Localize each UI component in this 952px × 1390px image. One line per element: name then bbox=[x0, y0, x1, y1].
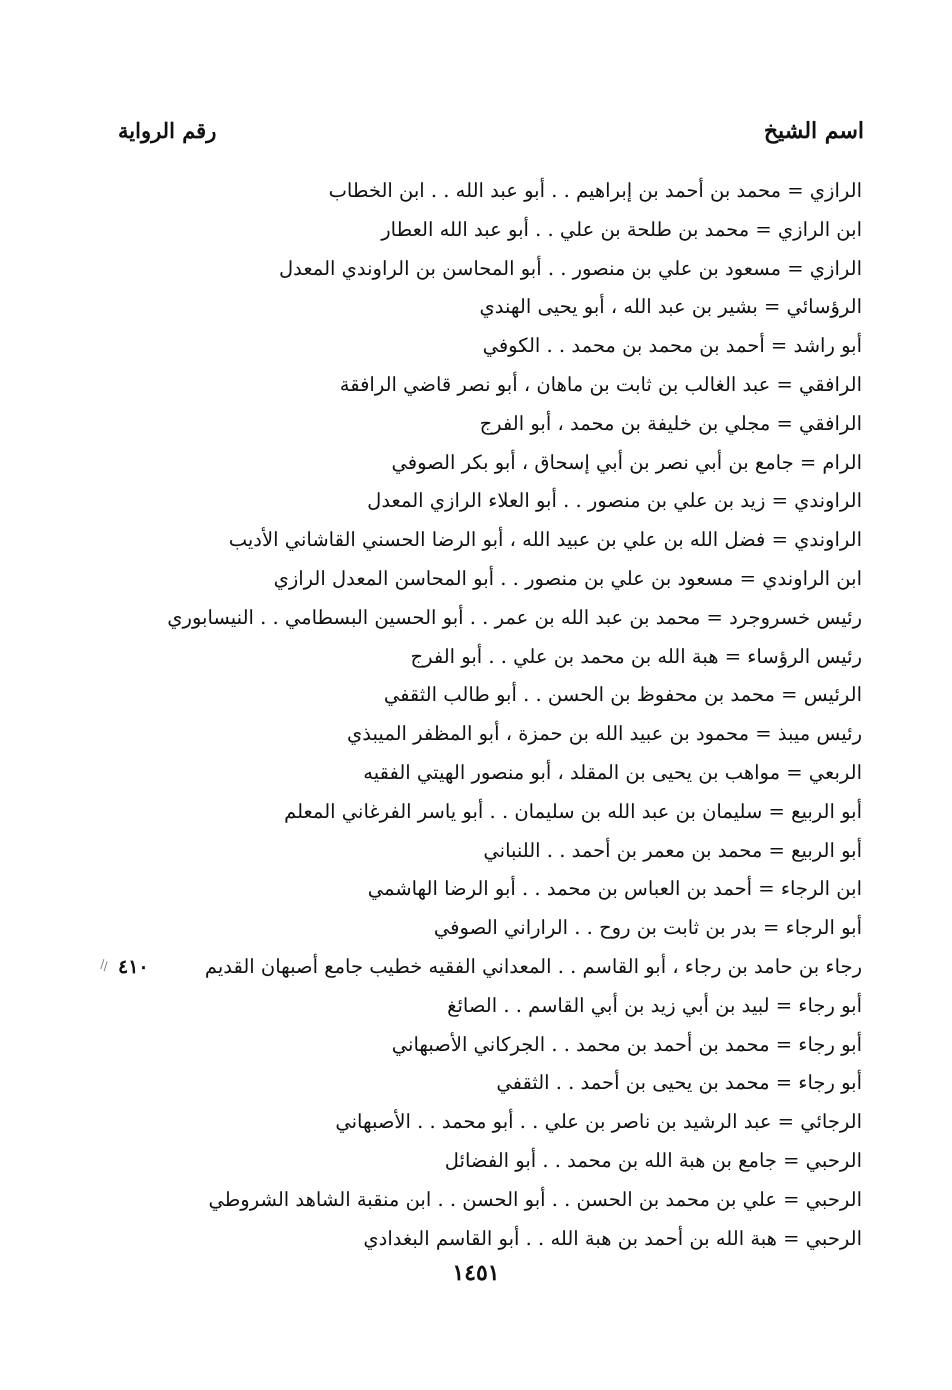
list-item bbox=[142, 444, 862, 483]
sheikh-name-heading: اسم الشيخ bbox=[763, 118, 864, 144]
list-item bbox=[142, 754, 862, 793]
list-item bbox=[142, 1220, 862, 1259]
entries-list bbox=[118, 172, 862, 1258]
list-item bbox=[118, 948, 862, 987]
entry-text: أبو الربيع = سليمان بن عبد الله بن سليمان . . أبو ياسر الفرغاني المعلم bbox=[284, 799, 862, 823]
list-item bbox=[142, 1064, 862, 1103]
list-item bbox=[142, 521, 862, 560]
entry-text: الرحبي = جامع بن هبة الله بن محمد . . أبو الفضائل bbox=[444, 1148, 862, 1172]
entry-text: الرازي = محمد بن أحمد بن إبراهيم . . أبو عبد الله . . ابن الخطاب bbox=[328, 179, 862, 202]
entry-text: رئيس خسروجرد = محمد بن عبد الله بن عمر . . أبو الحسين البسطامي . . النيسابوري bbox=[167, 605, 862, 629]
page-number: ١٤٥١ bbox=[452, 1260, 500, 1286]
list-item bbox=[142, 676, 862, 715]
entry-text: الرافقي = عبد الغالب بن ثابت بن ماهان ، أبو نصر قاضي الرافقة bbox=[339, 372, 862, 396]
list-item bbox=[142, 1181, 862, 1220]
list-item bbox=[142, 405, 862, 444]
list-item bbox=[142, 870, 862, 909]
list-item bbox=[142, 638, 862, 677]
entry-text: أبو الربيع = محمد بن معمر بن أحمد . . اللنباني bbox=[483, 838, 862, 862]
narration-number-heading: رقم الرواية bbox=[118, 118, 217, 143]
entry-text: أبو رجاء = محمد بن يحيى بن أحمد . . الثقفي bbox=[496, 1071, 862, 1095]
entry-text: الربعي = مواهب بن يحيى بن المقلد ، أبو منصور الهيتي الفقيه bbox=[363, 760, 862, 784]
list-item bbox=[142, 366, 862, 405]
list-item bbox=[142, 482, 862, 521]
entry-text: رئيس الرؤساء = هبة الله بن محمد بن علي . . أبو الفرج bbox=[410, 644, 862, 668]
entry-text: الرازي = مسعود بن علي بن منصور . . أبو المحاسن بن الراوندي المعدل bbox=[278, 256, 862, 280]
entry-text: ابن الرجاء = أحمد بن العباس بن محمد . . أبو الرضا الهاشمي bbox=[367, 877, 862, 901]
entry-text: ابن الراوندي = مسعود بن علي بن منصور . . أبو المحاسن المعدل الرازي bbox=[273, 566, 862, 590]
list-item bbox=[142, 715, 862, 754]
entry-text: أبو الرجاء = بدر بن ثابت بن روح . . الراراني الصوفي bbox=[433, 916, 862, 940]
entry-text: الرحبي = علي بن محمد بن الحسن . . أبو الحسن . . ابن منقبة الشاهد الشروطي bbox=[208, 1187, 862, 1211]
list-item bbox=[142, 832, 862, 871]
entry-text: أبو رجاء = محمد بن أحمد بن محمد . . الجركاني الأصبهاني bbox=[391, 1032, 862, 1056]
list-item bbox=[142, 909, 862, 948]
list-item bbox=[142, 211, 862, 250]
list-item bbox=[142, 172, 862, 211]
list-item bbox=[142, 250, 862, 289]
list-item bbox=[142, 987, 862, 1026]
list-item bbox=[142, 560, 862, 599]
list-item bbox=[142, 288, 862, 327]
narration-number: ٤١٠ bbox=[118, 955, 149, 978]
entry-text: الرجائي = عبد الرشيد بن ناصر بن علي . . أبو محمد . . الأصبهاني bbox=[335, 1110, 862, 1134]
entry-text: رجاء بن حامد بن رجاء ، أبو القاسم . . المعداني الفقيه خطيب جامع أصبهان القديم bbox=[204, 954, 862, 978]
entry-text: الرئيس = محمد بن محفوظ بن الحسن . . أبو طالب الثقفي bbox=[383, 683, 862, 707]
entry-text: الرافقي = مجلي بن خليفة بن محمد ، أبو الفرج bbox=[479, 411, 862, 435]
list-item bbox=[142, 1142, 862, 1181]
list-item bbox=[142, 599, 862, 638]
entry-text: الرحبي = هبة الله بن أحمد بن هبة الله . . أبو القاسم البغدادي bbox=[363, 1226, 862, 1250]
list-item bbox=[142, 327, 862, 366]
entry-text: رئيس ميبذ = محمود بن عبيد الله بن حمزة ، أبو المظفر الميبذي bbox=[347, 722, 862, 746]
entry-text: أبو راشد = أحمد بن محمد بن محمد . . الكوفي bbox=[482, 334, 862, 358]
list-item bbox=[142, 1103, 862, 1142]
entry-text: ابن الرازي = محمد بن طلحة بن علي . . أبو عبد الله العطار bbox=[381, 217, 862, 241]
list-item bbox=[142, 793, 862, 832]
entry-text: الرام = جامع بن أبي نصر بن أبي إسحاق ، أبو بكر الصوفي bbox=[391, 450, 862, 474]
entry-text: الراوندي = فضل الله بن علي بن عبيد الله ، أبو الرضا الحسني القاشاني الأديب bbox=[228, 528, 862, 552]
entry-text: الراوندي = زيد بن علي بن منصور . . أبو العلاء الرازي المعدل bbox=[367, 489, 862, 513]
entry-text: الرؤسائي = بشير بن عبد الله ، أبو يحيى الهندي bbox=[479, 295, 862, 319]
list-item bbox=[142, 1026, 862, 1065]
margin-mark: \\ bbox=[96, 956, 112, 974]
entry-text: أبو رجاء = لبيد بن أبي زيد بن أبي القاسم . . الصائغ bbox=[447, 993, 862, 1017]
table-header bbox=[118, 118, 864, 152]
